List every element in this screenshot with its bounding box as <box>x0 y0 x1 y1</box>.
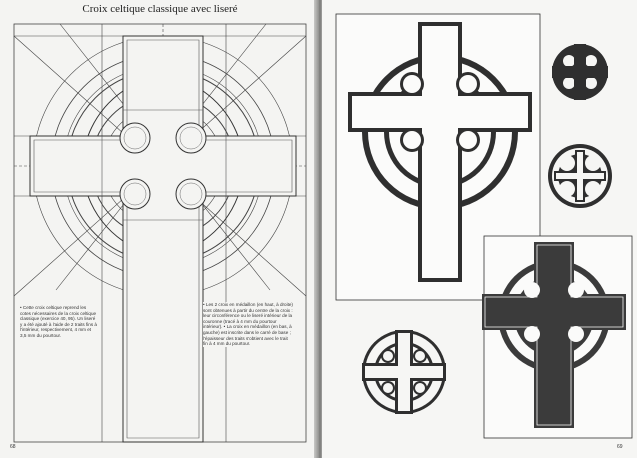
left-page <box>0 0 318 458</box>
page-number-left: 68 <box>10 444 16 450</box>
medallion-lower-left <box>362 330 446 414</box>
note-right: • Les 2 croix en médaillon (en haut, à droite) sont obtenues à partir du centre de la croix : leur circonférence ou le liseré intérieur de la couronne (tracé à 4 mm du pourtour intérieur). • La croix en médaillon (en bas, à gauche) est inscrite dans le carré de base ; l'épaisseur des traits s'obtient avec le trait fin à 4 mm du pourtour. <box>203 302 293 347</box>
note-left: • Cette croix celtique reprend les cotes nécessaires de la croix celtique classique (exercice 40, 95). Un liseré y a été ajouté à l'aide de 2 traits fins à l'intérieur, respectivement, 4 mm et 3,5 mm du pourtour. <box>20 305 97 338</box>
cross-outline <box>30 36 296 442</box>
construction-drawing <box>0 0 318 458</box>
page-number-right: 69 <box>617 444 623 450</box>
medallion-outline <box>548 144 612 208</box>
page-title: Croix celtique classique avec liseré <box>82 3 238 15</box>
cross-variants <box>322 0 637 458</box>
right-page <box>203 0 637 458</box>
medallion-solid <box>552 44 608 100</box>
